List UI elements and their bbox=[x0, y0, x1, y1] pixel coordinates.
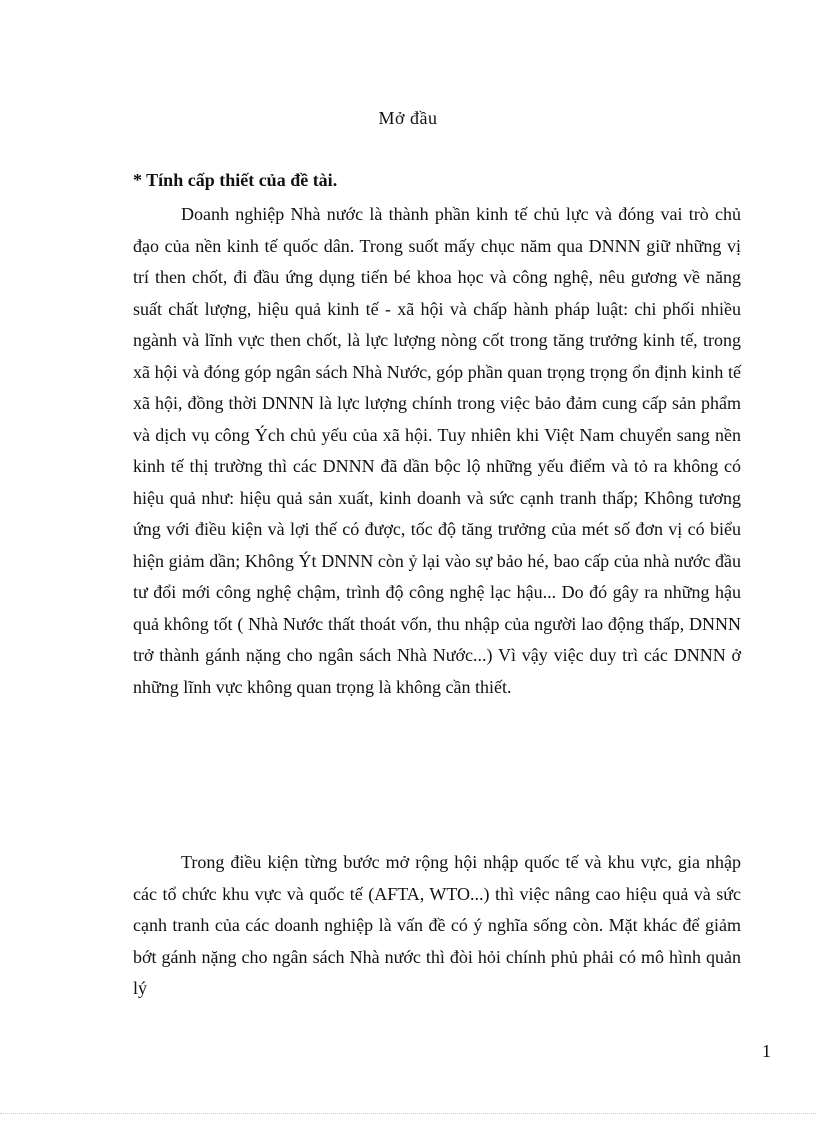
body-paragraph-2-block bbox=[133, 847, 741, 1005]
page-number: 1 bbox=[762, 1041, 771, 1061]
body-paragraph: Trong điều kiện từng bước mở rộng hội nhập quốc tế và khu vực, gia nhập các tổ chức khu vực và quốc tế (AFTA, WTO...) thì việc nâng cao hiệu quả và sức cạnh tranh của các doanh nghiệp là vấn đề có ý nghĩa sống còn. Mặt khác để giảm bớt gánh nặng cho ngân sách Nhà nước thì đòi hỏi chính phủ phải có mô hình quản lý bbox=[133, 852, 741, 998]
page-bottom-divider bbox=[0, 1113, 816, 1114]
body-paragraph-1-block bbox=[133, 199, 741, 703]
document-title: Mở đầu bbox=[378, 108, 438, 128]
section-heading: * Tính cấp thiết của đề tài. bbox=[133, 170, 338, 190]
body-paragraph: Doanh nghiệp Nhà nước là thành phần kinh tế chủ lực và đóng vai trò chủ đạo của nền kinh tế quốc dân. Trong suốt mấy chục năm qua DNNN giữ những vị trí then chốt, đi đầu ứng dụng tiến bé khoa học và công nghệ, nêu gương về năng suất chất lượng, hiệu quả kinh tế - xã hội và chấp hành pháp luật: chi phối nhiều ngành và lĩnh vực then chốt, là lực lượng nòng cốt trong tăng trưởng kinh tế, trong xã hội và đóng góp ngân sách Nhà Nước, góp phần quan trọng trọng ổn định kinh tế xã hội, đồng thời DNNN là lực lượng chính trong việc bảo đảm cung cấp sản phẩm và dịch vụ công Ých chủ yếu của xã hội. Tuy nhiên khi Việt Nam chuyển sang nền kinh tế thị trường thì các DNNN đã dần bộc lộ những yếu điểm và tỏ ra không có hiệu quả như: hiệu quả sản xuất, kinh doanh và sức cạnh tranh thấp; Không tương ứng với điều kiện và lợi thế có được, tốc độ tăng trưởng của mét số đơn vị có biểu hiện giảm dần; Không Ýt DNNN còn ỷ lại vào sự bảo hé, bao cấp của nhà nước đầu tư đổi mới công nghệ chậm, trình độ công nghệ lạc hậu... Do đó gây ra những hậu quả không tốt ( Nhà Nước thất thoát vốn, thu nhập của người lao động thấp, DNNN trở thành gánh nặng cho ngân sách Nhà Nước...) Vì vậy việc duy trì các DNNN ở những lĩnh vực không quan trọng là không cần thiết. bbox=[133, 204, 741, 697]
